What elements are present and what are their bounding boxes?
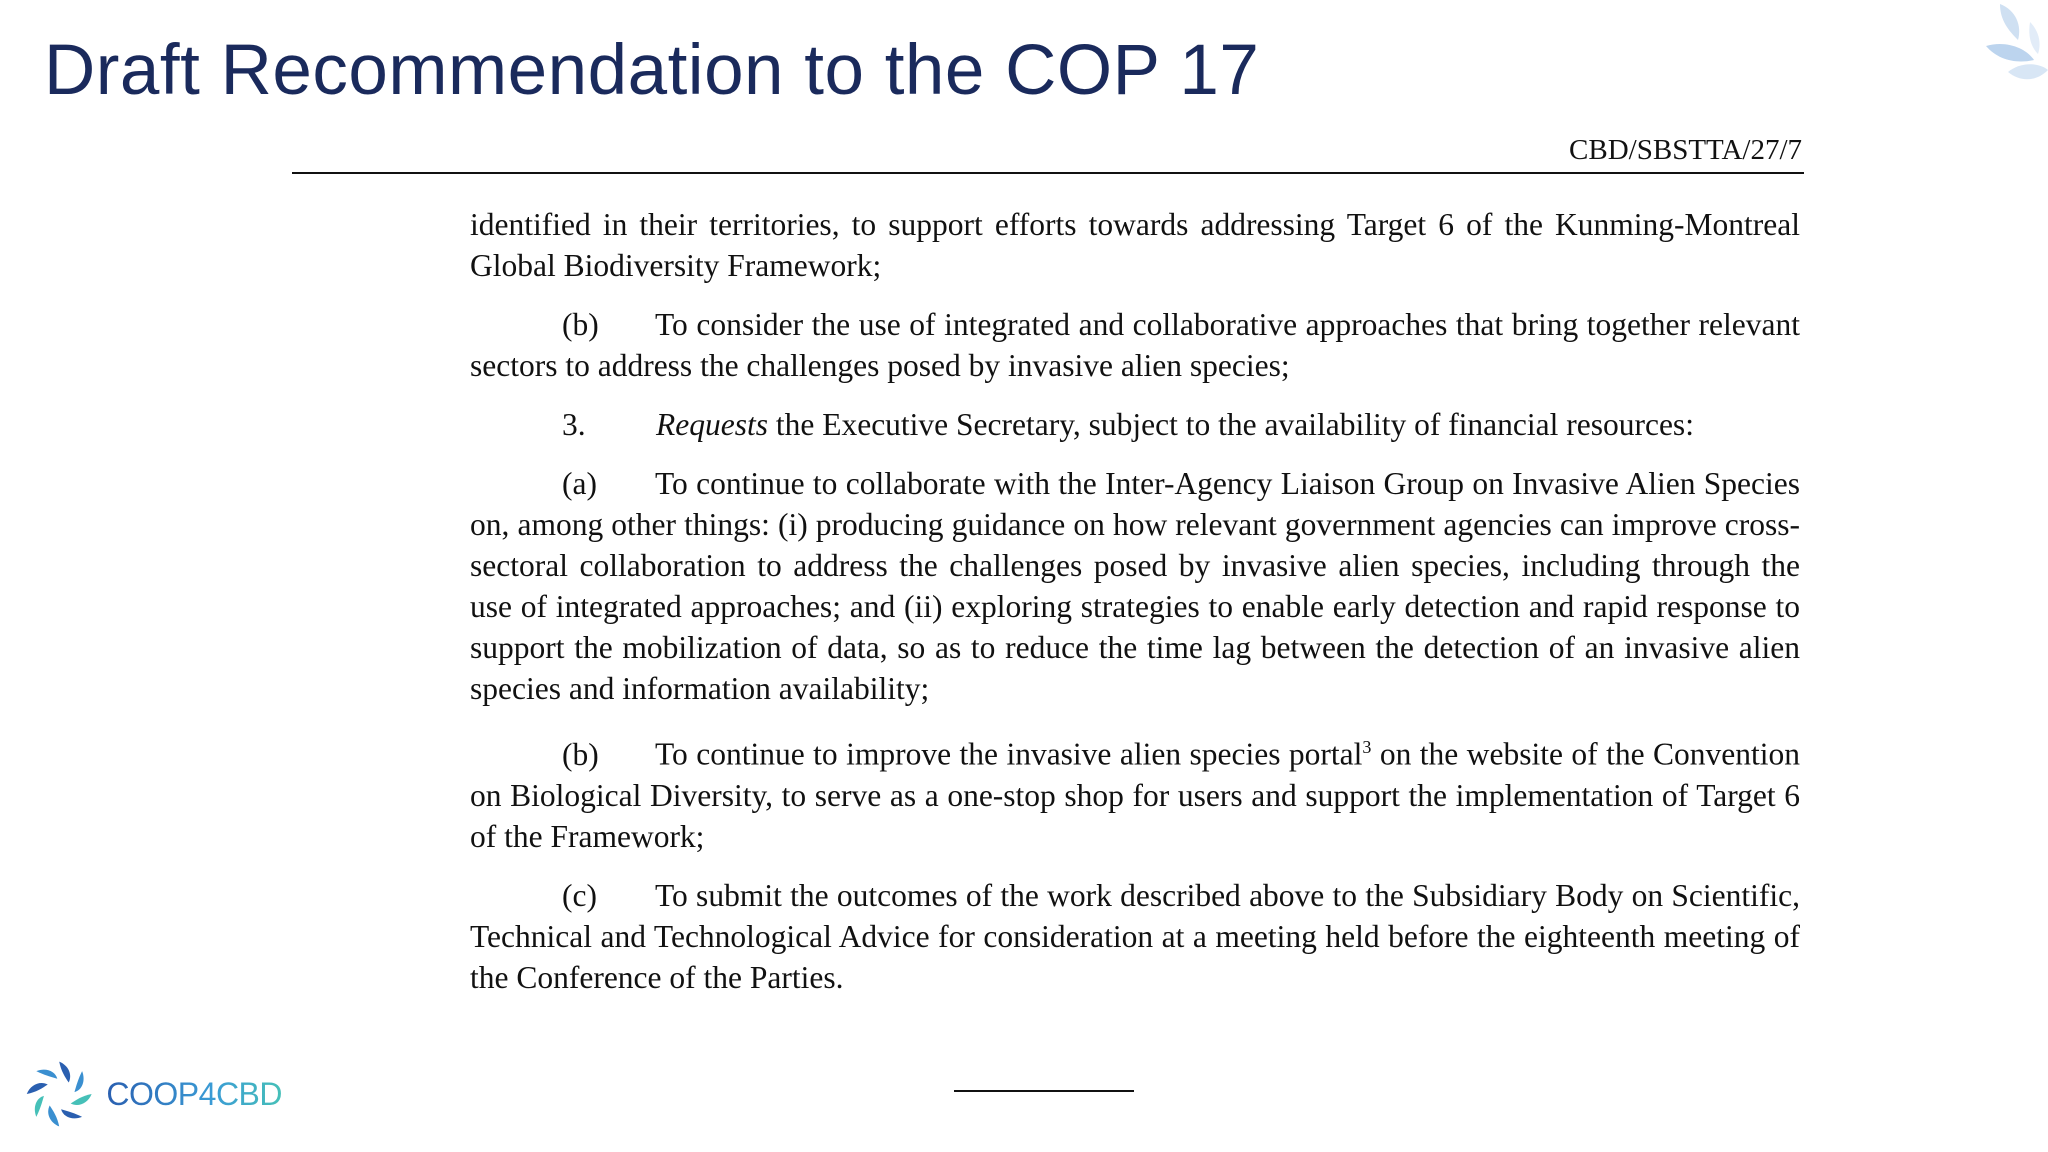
header-rule [292,172,1804,174]
paragraph-text: To consider the use of integrated and collaborative approaches that bring together relevant sectors to address the challenges posed by invasive alien species; [470,307,1800,383]
paragraph-emphasis: Requests [656,407,768,442]
paragraph-label: 3. [562,407,586,442]
paragraph-3b [470,727,1800,857]
paragraph-label: (b) [562,307,599,342]
logo-text: COOP4CBD [106,1075,282,1112]
paragraph-continuation: identified in their territories, to support efforts towards addressing Target 6 of the Kunming-Montreal Global Biodiversity Framework; [470,207,1800,283]
paragraph-text: To continue to improve the invasive alien species portal [655,736,1363,772]
document-body [470,204,1800,1016]
swirl-logo-icon [22,1055,96,1133]
paragraph-text: the Executive Secretary, subject to the availability of financial resources: [767,407,1694,442]
paragraph-text: To continue to collaborate with the Inter-Agency Liaison Group on Invasive Alien Species on, among other things: (i) producing guidance on how relevant government agencies can improve cross-sectoral collaboration to address the challenges posed by invasive alien species, including through the use of integrated approaches; and (ii) exploring strategies to enable early detection and rapid response to support the mobilization of data, so as to reduce the time lag between the detection of an invasive alien species and information availability; [470,466,1800,706]
paragraph-label: (c) [562,877,597,913]
coop4cbd-logo [22,1054,282,1134]
document-symbol: CBD/SBSTTA/27/7 [1569,134,1802,166]
paragraph-text: To submit the outcomes of the work described above to the Subsidiary Body on Scientific, Technical and Technological Advice for consideration at a meeting held before the eighteenth meeting of the Conference of the Parties. [470,877,1800,995]
paragraph-label: (a) [562,466,597,501]
footnote-marker[interactable]: 3 [1362,737,1372,757]
footnote-separator [954,1090,1134,1092]
paragraph-label: (b) [562,736,599,772]
paragraph-3a [470,463,1800,709]
paragraph-3c [470,875,1800,998]
leaf-decoration-icon [1938,0,2048,110]
paragraph-text: on the website of the Convention on Biological Diversity, to serve as a one-stop shop for users and support the implementation of Target 6 of the Framework; [470,736,1800,854]
slide-title: Draft Recommendation to the COP 17 [44,31,1260,110]
paragraph-3 [470,404,1800,445]
paragraph-2b [470,304,1800,386]
